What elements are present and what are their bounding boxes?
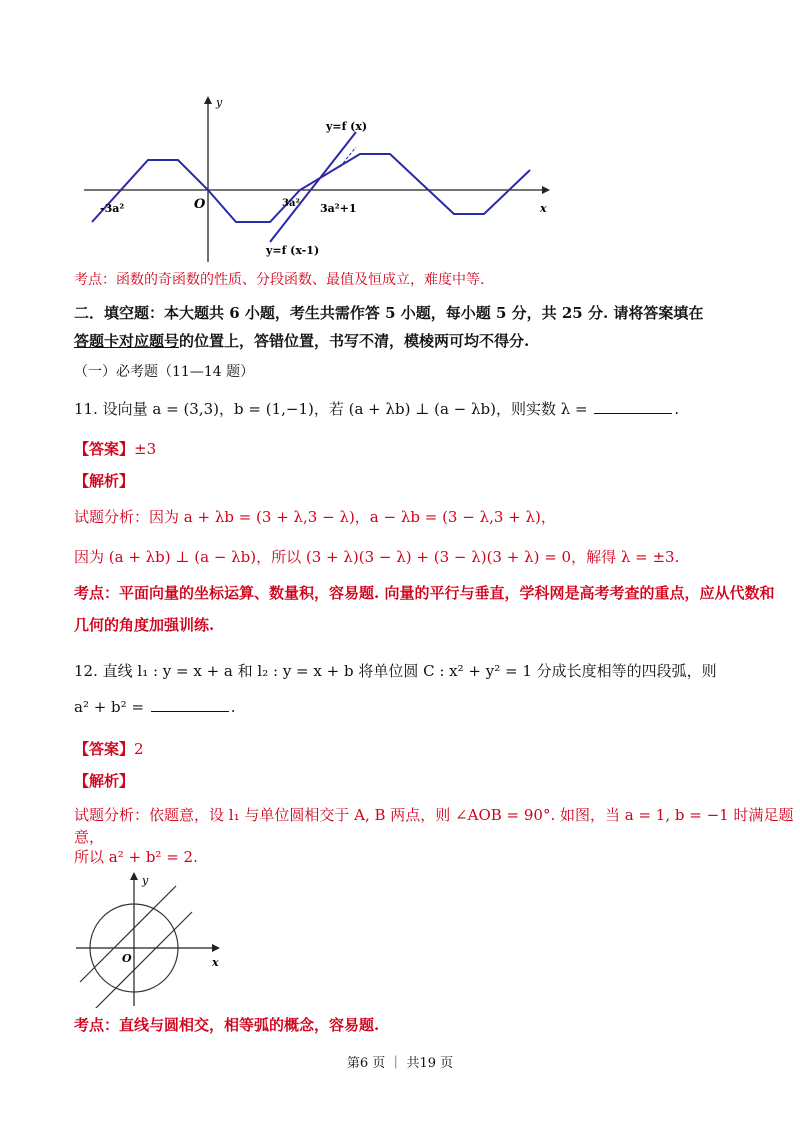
section-heading-line2 [74,330,529,352]
q11-analysis-tag: 【解析】 [74,472,135,490]
y-axis-label: y [216,96,223,109]
q12-answer [74,738,144,760]
q12-analysis-2: 所以 a² + b² = 2. [74,848,198,866]
origin-label: O [194,197,206,212]
x-axis-label: x [540,202,547,215]
q12-answer-tag: 【答案】 [74,740,135,758]
q11-stem-math: a = (3,3)，b = (1,−1)，若 (a + λb) ⊥ (a − λb)，则实数 λ = [152,400,593,418]
line-l2 [94,912,192,1008]
q12-analysis-tag: 【解析】 [74,772,135,790]
q12-analysis-1: 试题分析：依题意，设 l₁ 与单位圆相交于 A, B 两点，则 ∠AOB = 90°. 如图，当 a = 1, b = −1 时满足题意， [74,806,794,846]
q12-blank [151,697,229,712]
y-axis-label: y [142,874,149,887]
tick-3a2-plus-1: 3a²+1 [320,202,357,215]
q12-text-2 [74,696,236,718]
q11-analysis-1: 试题分析：因为 a + λb = (3 + λ,3 − λ)，a − λb = (3 − λ,3 + λ)， [74,508,556,526]
section-sub: （一）必考题（11—14 题） [74,364,255,380]
q11-answer [74,438,156,460]
shifted-curve-label: y=f (x-1) [266,244,320,257]
section-heading-underlined: 答题卡对应题号 [74,332,180,350]
q12-end: . [230,698,236,716]
q11-blank [594,399,672,414]
q11-kaodian-2: 几何的角度加强训练. [74,616,215,634]
q11-kaodian-1: 考点：平面向量的坐标运算、数量积，容易题. 向量的平行与垂直，学科网是高考考查的重点，应从代数和 [74,584,775,602]
curve-label: y=f (x) [326,120,368,133]
prev-kaodian: 考点：函数的奇函数的性质、分段函数、最值及恒成立，难度中等. [74,272,485,288]
tick-neg-3a2: -3a² [100,202,125,215]
q11-analysis-2: 因为 (a + λb) ⊥ (a − λb)，所以 (3 + λ)(3 − λ) + (3 − λ)(3 + λ) = 0，解得 λ = ±3. [74,548,680,566]
page-footer: 第6 页 ｜ 共19 页 [346,1056,454,1071]
q11-stem: 11. 设向量 [74,400,153,418]
section-heading-rest: 的位置上，答错位置，书写不清，模棱两可均不得分. [179,332,530,350]
line-l1 [80,886,176,982]
origin-label: O [122,952,132,965]
section-heading-line1: 二．填空题：本大题共 6 小题，考生共需作答 5 小题，每小题 5 分，共 25 分. 请将答案填在 [74,304,704,322]
q12-kaodian: 考点：直线与圆相交，相等弧的概念，容易题. [74,1016,380,1034]
function-graph [82,92,552,264]
q11-answer-tag: 【答案】 [74,440,135,458]
q11-text [74,398,679,420]
q12-expr: a² + b² = [74,698,149,716]
circle-graph [72,870,232,1008]
q11-end: . [674,400,680,418]
curve-f-shifted [270,132,356,242]
tick-3a2: 3a² [282,198,300,209]
q12-answer-value: 2 [134,740,144,758]
x-axis-label: x [212,956,219,969]
q11-answer-value: ±3 [134,440,157,458]
q12-text-1: 12. 直线 l₁ : y = x + a 和 l₂ : y = x + b 将单位圆 C : x² + y² = 1 分成长度相等的四段弧，则 [74,662,717,680]
